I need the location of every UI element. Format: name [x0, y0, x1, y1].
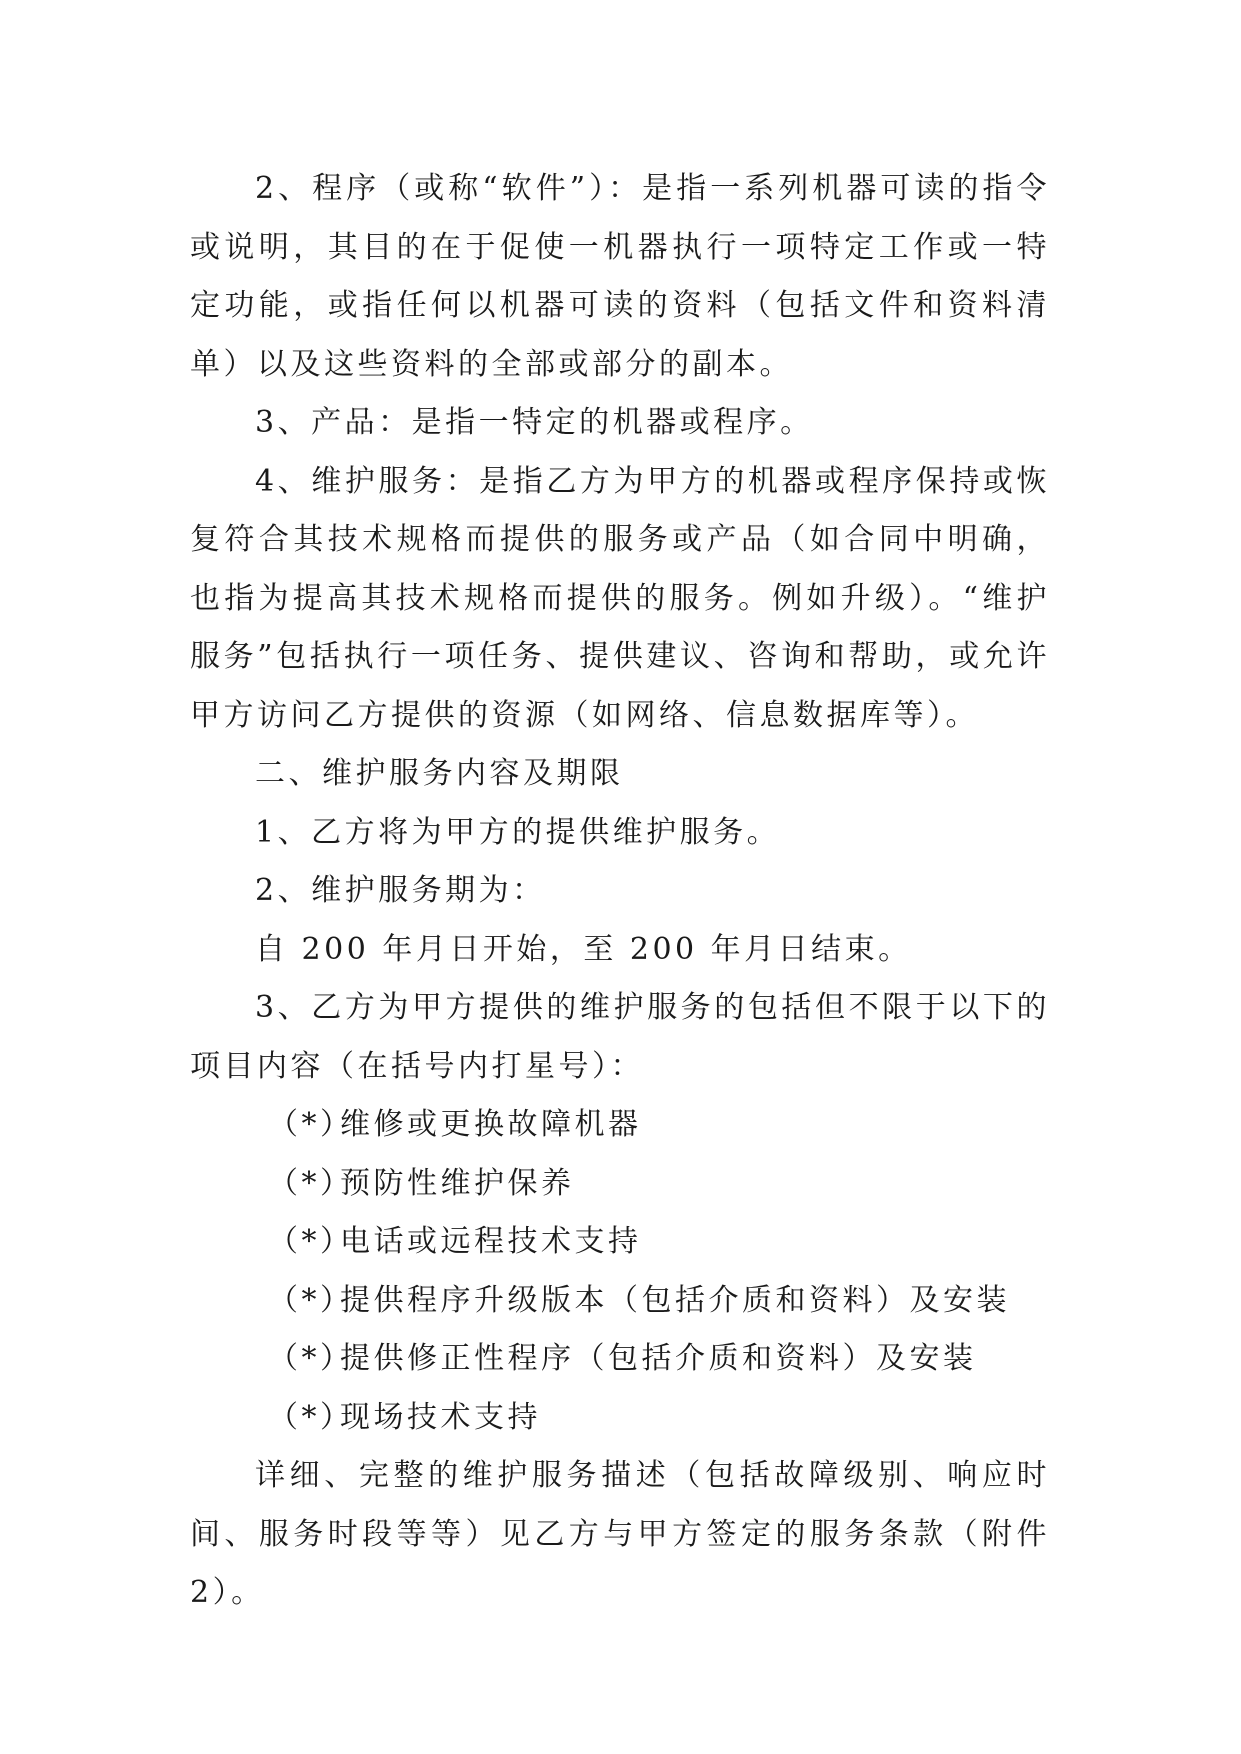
clause-3: 3、乙方为甲方提供的维护服务的包括但不限于以下的项目内容（在括号内打星号）： — [190, 990, 1050, 1084]
section-heading: 二、维护服务内容及期限 — [255, 756, 624, 791]
star-mark: （*） — [268, 1224, 354, 1259]
list-item — [190, 1389, 1050, 1448]
list-item — [190, 1213, 1050, 1272]
service-period: 自 200 年月日开始，至 200 年月日结束。 — [255, 931, 912, 967]
star-mark: （*） — [268, 1399, 354, 1435]
list-item — [190, 1272, 1050, 1331]
definition-product: 3、产品：是指一特定的机器或程序。 — [255, 405, 814, 440]
definition-maintenance-service: 4、维护服务：是指乙方为甲方的机器或程序保持或恢复符合其技术规格而提供的服务或产品（如合同中明确，也指为提高其技术规格而提供的服务。例如升级）。“维护服务”包括执行一项任务、提供建议、咨询和帮助，或允许甲方访问乙方提供的资源（如网络、信息数据库等）。 — [190, 463, 1050, 733]
list-item-text: 现场技术支持 — [340, 1399, 541, 1435]
list-item-text: 维修或更换故障机器 — [340, 1107, 642, 1142]
list-item-text: 提供程序升级版本（包括介质和资料）及安装 — [340, 1282, 1010, 1318]
list-item-text: 预防性维护保养 — [340, 1165, 575, 1201]
star-mark: （*） — [268, 1107, 354, 1142]
list-item — [190, 1096, 1050, 1155]
star-mark: （*） — [268, 1341, 354, 1376]
service-detail-note: 详细、完整的维护服务描述（包括故障级别、响应时间、服务时段等等）见乙方与甲方签定的服务条款（附件 2）。 — [190, 1458, 1050, 1610]
service-items-list — [190, 1096, 1050, 1447]
list-item-text: 提供修正性程序（包括介质和资料）及安装 — [340, 1341, 977, 1376]
document-body — [190, 160, 1050, 1623]
star-mark: （*） — [268, 1165, 354, 1201]
list-item — [190, 1330, 1050, 1389]
definition-program: 2、程序（或称“软件”）：是指一系列机器可读的指令或说明，其目的在于促使一机器执行一项特定工作或一特定功能，或指任何以机器可读的资料（包括文件和资料清单）以及这些资料的全部或部分的副本。 — [190, 171, 1050, 382]
list-item-text: 电话或远程技术支持 — [340, 1224, 642, 1259]
list-item — [190, 1155, 1050, 1214]
clause-2: 2、维护服务期为： — [255, 873, 546, 908]
clause-1: 1、乙方将为甲方的提供维护服务。 — [255, 814, 781, 850]
star-mark: （*） — [268, 1282, 354, 1318]
